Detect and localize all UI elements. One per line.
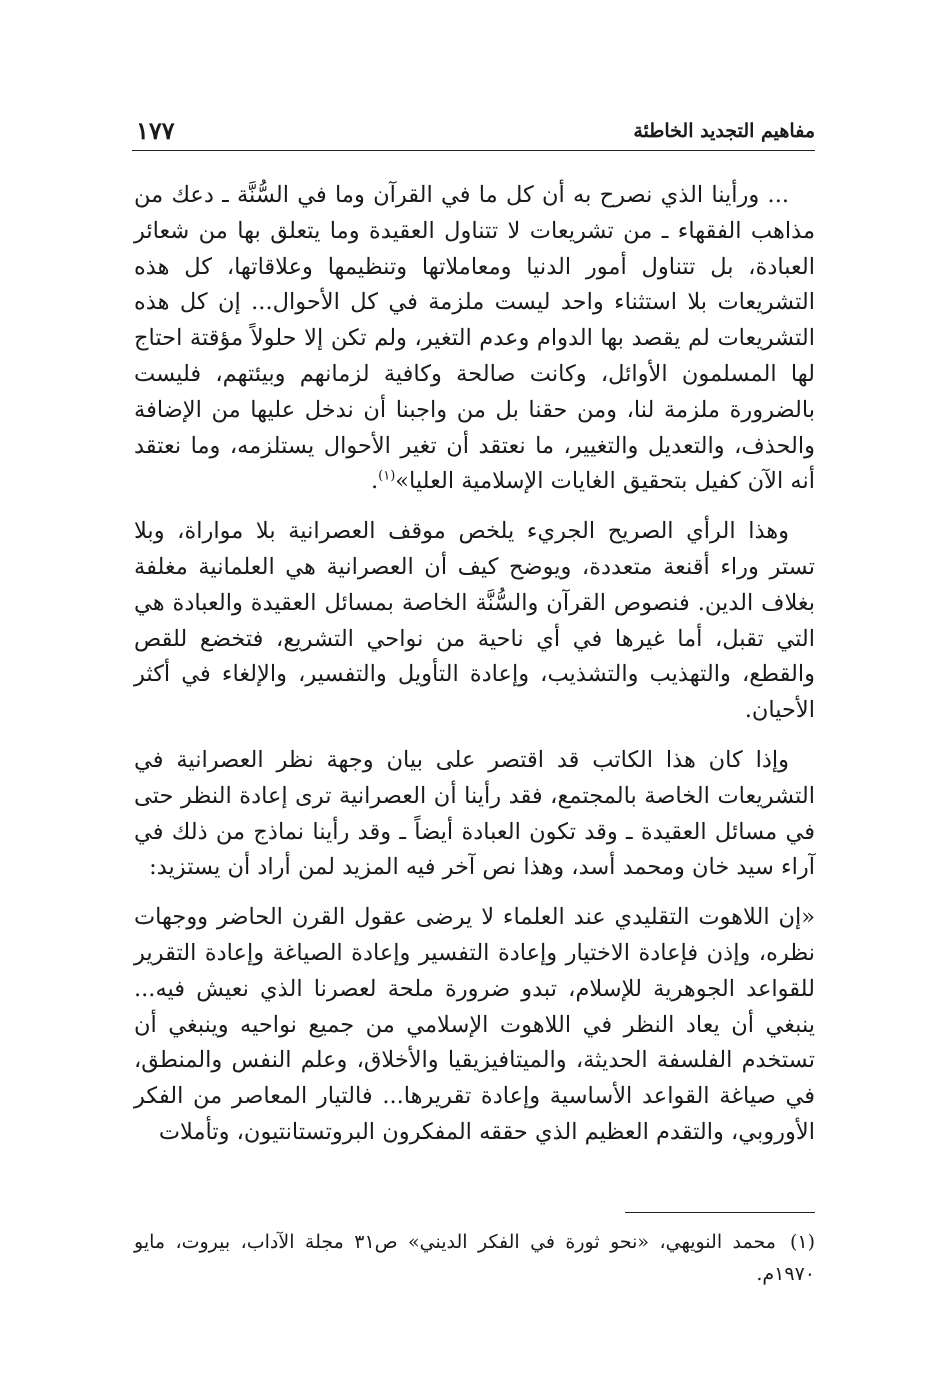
paragraph-quote-nuwaihi — [134, 178, 815, 500]
footnote — [134, 1226, 815, 1290]
page-header — [132, 110, 815, 151]
paragraph-end-mark: . — [370, 468, 379, 495]
running-title: مفاهيم التجديد الخاطئة — [633, 120, 815, 142]
footnote-text: محمد النويهي، «نحو ثورة في الفكر الديني» ص٣١ مجلة الآداب، بيروت، مايو ١٩٧٠م. — [134, 1231, 815, 1285]
footnote-reference: (١) — [378, 468, 396, 484]
paragraph-commentary — [134, 514, 815, 729]
paragraph-quote-theology — [134, 900, 815, 1151]
paragraph-text: «إن اللاهوت التقليدي عند العلماء لا يرضى عقول القرن الحاضر ووجهات نظره، وإذن فإعادة الاختيار وإعادة التفسير وإعادة الصياغة وإعادة التقرير للقواعد الجوهرية للإسلام، تبدو ضرورة ملحة لعصرنا الذي نعيش فيه... ينبغي أن يعاد النظر في اللاهوت الإسلامي من جميع نواحيه وينبغي أن تستخدم الفلسفة الحديثة، والميتافيزيقيا والأخلاق، وعلم النفس والمنطق، في صياغة القواعد الأساسية وإعادة تقريرها... فالتيار المعاصر من الفكر الأوروبي، والتقدم العظيم الذي حققه المفكرون البروتستانتيون، وتأملات — [134, 904, 815, 1145]
paragraph-text: ... ورأينا الذي نصرح به أن كل ما في القرآن وما في السُّنَّة ـ دعك من مذاهب الفقهاء ـ من تشريعات لا تتناول العقيدة وما يتعلق بها من شعائر العبادة، بل تتناول أمور الدنيا ومعاملاتها وتنظيمها وعلاقاتها، كل هذه التشريعات بلا استثناء واحد ليست ملزمة في كل الأحوال... إن كل هذه التشريعات لم يقصد بها الدوام وعدم التغير، ولم تكن إلا حلولاً مؤقتة احتاج لها المسلمون الأوائل، وكانت صالحة وكافية لزمانهم وبيئتهم، فليست بالضرورة ملزمة لنا، ومن حقنا بل من واجبنا أن ندخل عليها من الإضافة والحذف، والتعديل والتغيير، ما نعتقد أن تغير الأحوال يستلزمه، وما نعتقد أنه الآن كفيل بتحقيق الغايات الإسلامية العليا» — [134, 182, 815, 495]
footnote-divider — [625, 1212, 815, 1213]
footnote-number: (١) — [789, 1231, 815, 1253]
paragraph-text: وهذا الرأي الصريح الجريء يلخص موقف العصرانية بلا مواراة، وبلا تستر وراء أقنعة متعددة، ويوضح كيف أن العصرانية هي العلمانية مغلفة بغلاف الدين. فنصوص القرآن والسُّنَّة الخاصة بمسائل العقيدة والعبادة هي التي تقبل، أما غيرها في أي ناحية من نواحي التشريع، فتخضع للقص والقطع، والتهذيب والتشذيب، وإعادة التأويل والتفسير، والإلغاء في أكثر الأحيان. — [134, 518, 815, 724]
page-number: ١٧٧ — [136, 116, 175, 145]
paragraph-text: وإذا كان هذا الكاتب قد اقتصر على بيان وجهة نظر العصرانية في التشريعات الخاصة بالمجتمع، فقد رأينا أن العصرانية ترى إعادة النظر حتى في مسائل العقيدة ـ وقد تكون العبادة أيضاً ـ وقد رأينا نماذج من ذلك في آراء سيد خان ومحمد أسد، وهذا نص آخر فيه المزيد لمن أراد أن يستزيد: — [134, 746, 815, 881]
body-text — [134, 178, 815, 1165]
paragraph-transition — [134, 743, 815, 886]
